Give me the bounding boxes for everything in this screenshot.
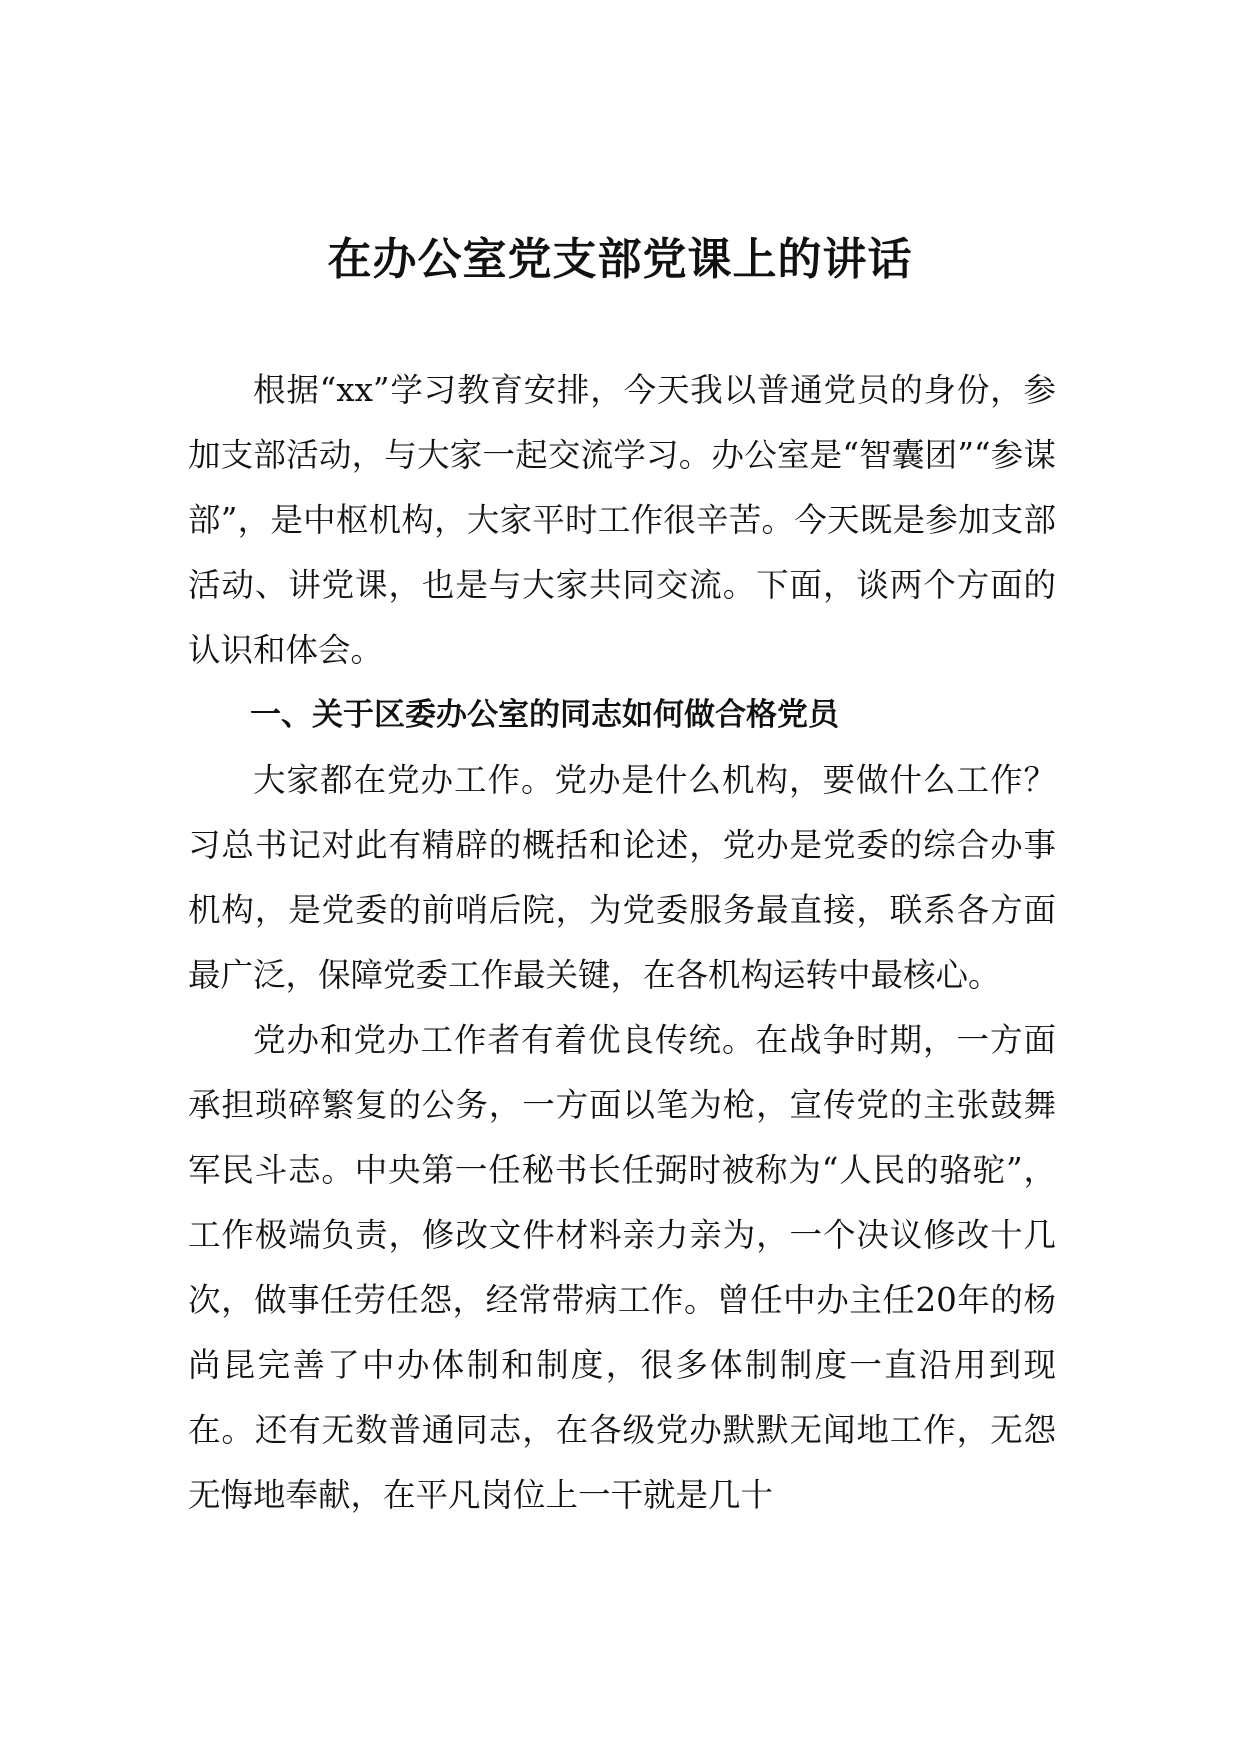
paragraph-party-office: 大家都在党办工作。党办是什么机构，要做什么工作？习总书记对此有精辟的概括和论述，党办是党委的综合办事机构，是党委的前哨后院，为党委服务最直接，联系各方面最广泛，保障党委工作最关键，在各机构运转中最核心。: [188, 761, 1056, 994]
paragraph-intro: 根据“xx”学习教育安排，今天我以普通党员的身份，参加支部活动，与大家一起交流学习。办公室是“智囊团”“参谋部”，是中枢机构，大家平时工作很辛苦。今天既是参加支部活动、讲党课，也是与大家共同交流。下面，谈两个方面的认识和体会。: [188, 371, 1056, 669]
document-title: 在办公室党支部党课上的讲话: [327, 234, 913, 285]
document-body: [188, 358, 1056, 1528]
section-heading-1: 一、关于区委办公室的同志如何做合格党员: [250, 697, 839, 733]
paragraph-tradition: 党办和党办工作者有着优良传统。在战争时期，一方面承担琐碎繁复的公务，一方面以笔为枪，宣传党的主张鼓舞军民斗志。中央第一任秘书长任弼时被称为“人民的骆驼”，工作极端负责，修改文件材料亲力亲为，一个决议修改十几次，做事任劳任怨，经常带病工作。曾任中办主任20年的杨尚昆完善了中办体制和制度，很多体制制度一直沿用到现在。还有无数普通同志，在各级党办默默无闻地工作，无怨无悔地奉献，在平凡岗位上一干就是几十: [188, 1021, 1056, 1514]
